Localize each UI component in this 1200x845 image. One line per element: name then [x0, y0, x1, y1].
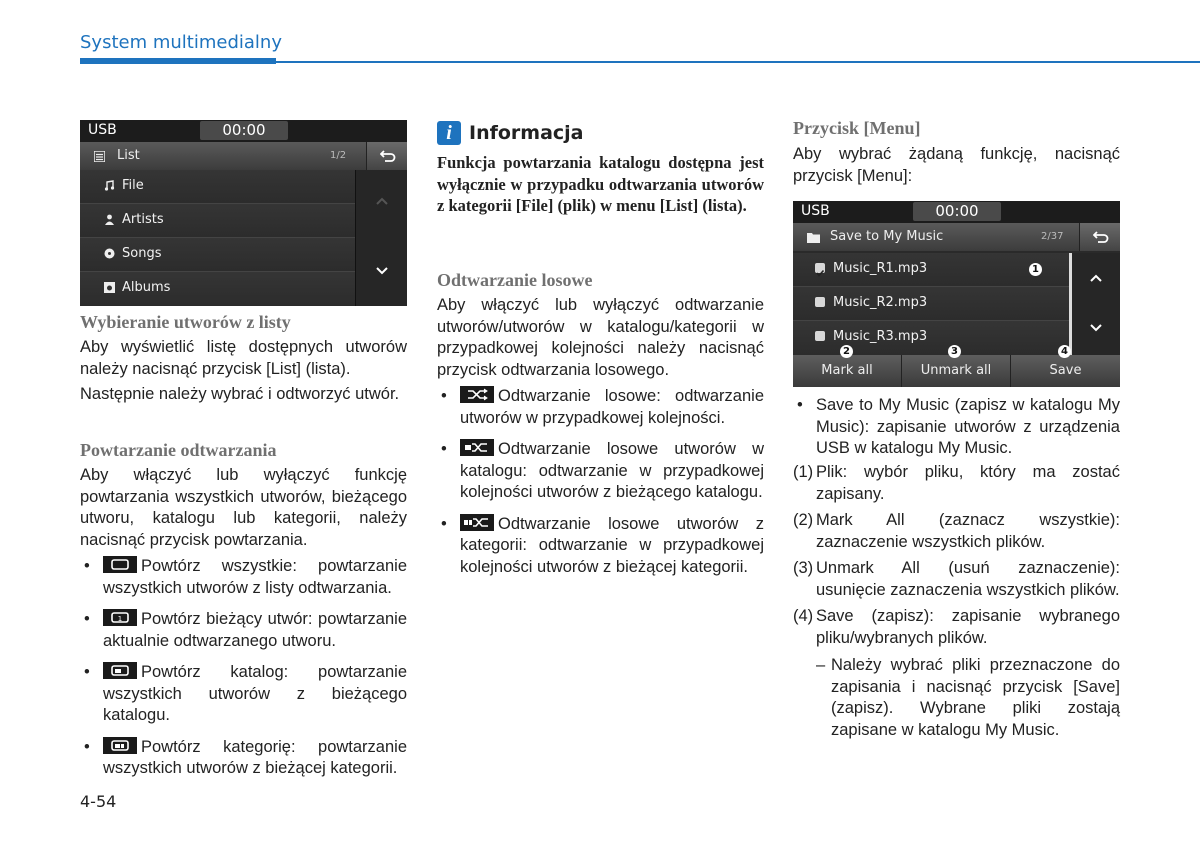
list-item-label: File [122, 178, 144, 193]
scroll-panel [1069, 253, 1120, 355]
scroll-down-icon[interactable] [376, 264, 388, 276]
list-item-label: Artists [122, 212, 164, 227]
back-icon [380, 149, 396, 163]
list-item [437, 386, 764, 429]
shuffle-icon [460, 386, 494, 403]
save-header-bar [793, 223, 1120, 251]
checkbox-checked[interactable] [815, 263, 825, 273]
item-text: Save (zapisz): zapisanie wybranego pliku/wybranych plików. [816, 607, 1120, 647]
source-label: USB [801, 203, 830, 219]
file-name: Music_R1.mp3 [833, 261, 928, 276]
button-label: Unmark all [920, 363, 992, 378]
list-item [437, 514, 764, 579]
item-number: (1) [793, 463, 814, 481]
list-item-text: Powtórz katalog: powtarzanie wszystkich utworów z bieżącego katalogu. [103, 663, 407, 724]
item-number: (3) [793, 559, 814, 577]
mark-all-button[interactable] [793, 355, 902, 387]
paragraph: Następnie należy wybrać i odtworzyć utwór. [80, 385, 400, 403]
item-text: Plik: wybór pliku, który ma zostać zapisany. [816, 463, 1120, 503]
list-item-text: Odtwarzanie losowe: odtwarzanie utworów w przypadkowej kolejności. [460, 387, 764, 427]
repeat-one-icon [103, 609, 137, 626]
file-row[interactable] [793, 321, 1069, 355]
file-name: Music_R3.mp3 [833, 329, 928, 344]
list-item [793, 606, 1120, 649]
folder-icon [807, 232, 820, 243]
svg-text:1: • 1 [117, 615, 123, 623]
shuffle-folder-icon [460, 439, 494, 456]
header-accent-bar [80, 58, 276, 64]
scroll-down-icon[interactable] [1090, 321, 1102, 333]
list-item [80, 556, 407, 599]
menu-bullet-list [793, 395, 1120, 470]
callout-4: 4 [1058, 345, 1071, 358]
list-item-text: Odtwarzanie losowe utworów z kategorii: odtwarzanie w przypadkowej kolejności utworów z bieżącej kategorii. [460, 514, 764, 576]
dash-note [793, 655, 1120, 741]
heading-menu-button: Przycisk [Menu] [793, 118, 921, 138]
callout-1: 1 [1029, 263, 1042, 276]
page-indicator: 1/2 [330, 150, 347, 161]
repeat-all-icon [103, 556, 137, 573]
page-number: 4-54 [80, 792, 117, 811]
checkbox[interactable] [815, 331, 825, 341]
scroll-panel [355, 170, 407, 306]
dash-marker: – [816, 656, 826, 674]
back-button[interactable] [366, 142, 407, 170]
list-item [80, 662, 407, 727]
item-number: (4) [793, 607, 814, 625]
back-button[interactable] [1079, 223, 1120, 251]
list-icon [94, 151, 105, 162]
paragraph: Aby włączyć lub wyłączyć odtwarzanie utworów/utworów w katalogu/kategorii w przypadkowej kolejności należy nacisnąć przycisk odtwarzania losowego. [437, 296, 764, 379]
list-header-bar [80, 142, 407, 170]
info-title: Informacja [469, 122, 584, 144]
list-item-file[interactable] [80, 170, 355, 204]
status-bar [793, 201, 1120, 223]
list-item [80, 609, 407, 652]
list-title: List [117, 148, 140, 163]
paragraph: Aby włączyć lub wyłączyć funkcję powtarzania wszystkich utworów, bieżącego utworu, katalogu lub kategorii, należy nacisnąć przycisk powtarzania. [80, 466, 407, 549]
list-item-artists[interactable] [80, 204, 355, 238]
list-item-text: Powtórz wszystkie: powtarzanie wszystkich utworów z listy odtwarzania. [103, 557, 407, 597]
button-label: Mark all [821, 363, 873, 378]
info-icon: i [437, 121, 461, 145]
menu-numbered-list [793, 462, 1120, 654]
list-item-text: Powtórz kategorię: powtarzanie wszystkich utworów z bieżącej kategorii. [103, 737, 407, 777]
scroll-up-icon[interactable] [376, 196, 388, 208]
list-item-label: Albums [122, 280, 171, 295]
item-text: Unmark All (usuń zaznaczenie): usunięcie zaznaczenia wszystkich plików. [816, 559, 1120, 599]
heading-shuffle: Odtwarzanie losowe [437, 270, 593, 290]
list-item [793, 510, 1120, 553]
repeat-category-icon [103, 737, 137, 754]
file-row[interactable] [793, 287, 1069, 321]
list-item-albums[interactable] [80, 272, 355, 305]
album-icon [104, 282, 115, 293]
repeat-folder-icon [103, 662, 137, 679]
list-item [437, 439, 764, 504]
section-title: System multimedialny [80, 32, 282, 53]
disc-icon [104, 248, 115, 259]
status-bar [80, 120, 407, 142]
list-item-text: Odtwarzanie losowe utworów w katalogu: odtwarzanie w przypadkowej kolejności utworów z bieżącego katalogu. [460, 440, 764, 501]
unmark-all-button[interactable] [902, 355, 1011, 387]
heading-select-tracks: Wybieranie utworów z listy [80, 312, 291, 332]
info-text: Funkcja powtarzania katalogu dostępna jest wyłącznie w przypadku odtwarzania utworów z kategorii [File] (plik) w menu [List] (lista). [437, 153, 764, 215]
save-to-my-music-screen [793, 201, 1120, 387]
source-label: USB [88, 122, 117, 138]
list-item: • Save to My Music (zapisz w katalogu My Music): zapisanie utworów z urządzenia USB w katalogu My Music. [793, 395, 1120, 460]
music-note-icon [104, 180, 115, 191]
checkbox[interactable] [815, 297, 825, 307]
back-icon [1093, 230, 1109, 244]
file-row[interactable] [793, 253, 1069, 287]
list-item-songs[interactable] [80, 238, 355, 272]
shuffle-category-icon [460, 514, 494, 531]
list-item [793, 462, 1120, 505]
clock: 00:00 [200, 121, 288, 140]
scroll-up-icon[interactable] [1090, 273, 1102, 285]
save-button[interactable] [1011, 355, 1120, 387]
person-icon [104, 214, 115, 225]
list-item [793, 558, 1120, 601]
repeat-modes-list [80, 556, 407, 790]
callout-3: 3 [948, 345, 961, 358]
file-name: Music_R2.mp3 [833, 295, 928, 310]
callout-2: 2 [840, 345, 853, 358]
save-title: Save to My Music [830, 229, 944, 244]
list-item-label: Songs [122, 246, 162, 261]
item-number: (2) [793, 511, 814, 529]
list-item [80, 737, 407, 780]
paragraph: Aby wyświetlić listę dostępnych utworów należy nacisnąć przycisk [List] (lista). [80, 338, 407, 378]
item-text: Mark All (zaznacz wszystkie): zaznaczenie wszystkich plików. [816, 511, 1120, 551]
paragraph: Aby wybrać żądaną funkcję, nacisnąć przycisk [Menu]: [793, 145, 1120, 185]
button-label: Save [1049, 363, 1082, 378]
heading-repeat: Powtarzanie odtwarzania [80, 440, 277, 460]
clock: 00:00 [913, 202, 1001, 221]
shuffle-modes-list [437, 386, 764, 588]
page-indicator: 2/37 [1041, 231, 1064, 242]
dash-text: Należy wybrać pliki przeznaczone do zapisania i nacisnąć przycisk [Save] (zapisz). Wybrane pliki zostają zapisane w katalogu My Music. [831, 656, 1120, 739]
usb-list-screen [80, 120, 407, 306]
list-item-text: Powtórz bieżący utwór: powtarzanie aktualnie odtwarzanego utworu. [103, 610, 407, 650]
